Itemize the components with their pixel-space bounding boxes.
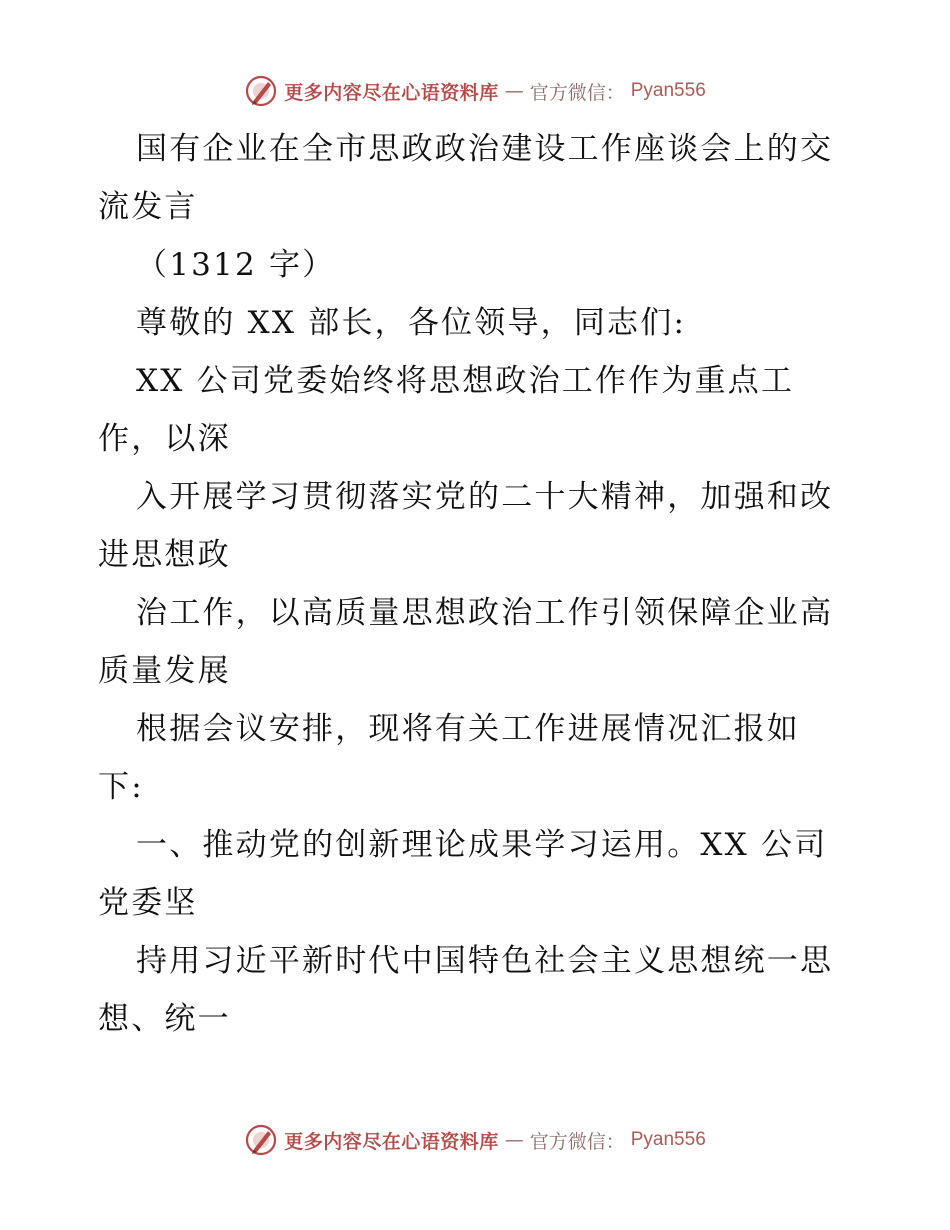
paragraph-line: 作，以深 (98, 421, 231, 457)
paragraph-line: 想、统一 (98, 1001, 231, 1037)
banner-separator: — (504, 80, 524, 102)
paragraph-line: 根据会议安排，现将有关工作进展情况汇报如 (136, 711, 800, 747)
banner-main-text: 更多内容尽在心语资料库 (284, 1130, 499, 1153)
paragraph-line: 进思想政 (98, 537, 231, 573)
banner-content (244, 74, 706, 108)
banner-wechat-id: Pyan556 (630, 80, 706, 101)
document-body (98, 120, 858, 1048)
title-line-1: 国有企业在全市思政政治建设工作座谈会上的交 (136, 131, 834, 167)
word-count: （1312 字） (136, 247, 336, 283)
title-line-2: 流发言 (98, 189, 198, 225)
banner-main-text: 更多内容尽在心语资料库 (284, 81, 499, 104)
banner-content (244, 1123, 706, 1157)
paragraph-line: 入开展学习贯彻落实党的二十大精神，加强和改 (136, 479, 834, 515)
pen-logo-icon (244, 74, 278, 108)
footer-banner (0, 1120, 950, 1160)
salutation: 尊敬的 XX 部长，各位领导，同志们: (136, 305, 687, 341)
paragraph-line: 下: (98, 769, 144, 805)
paragraph-line: 党委坚 (98, 885, 198, 921)
banner-wechat-id: Pyan556 (630, 1129, 706, 1150)
paragraph-line: 治工作，以高质量思想政治工作引领保障企业高 (136, 595, 834, 631)
banner-wechat-label: 官方微信： (529, 1130, 625, 1153)
paragraph-line: 持用习近平新时代中国特色社会主义思想统一思 (136, 943, 834, 979)
banner-wechat-label: 官方微信： (529, 81, 625, 104)
section-heading-line: 一、推动党的创新理论成果学习运用。XX 公司 (136, 827, 828, 863)
header-banner (0, 71, 950, 111)
paragraph-line: 质量发展 (98, 653, 231, 689)
banner-separator: — (504, 1129, 524, 1151)
pen-logo-icon (244, 1123, 278, 1157)
paragraph-line: XX 公司党委始终将思想政治工作作为重点工 (136, 363, 795, 399)
